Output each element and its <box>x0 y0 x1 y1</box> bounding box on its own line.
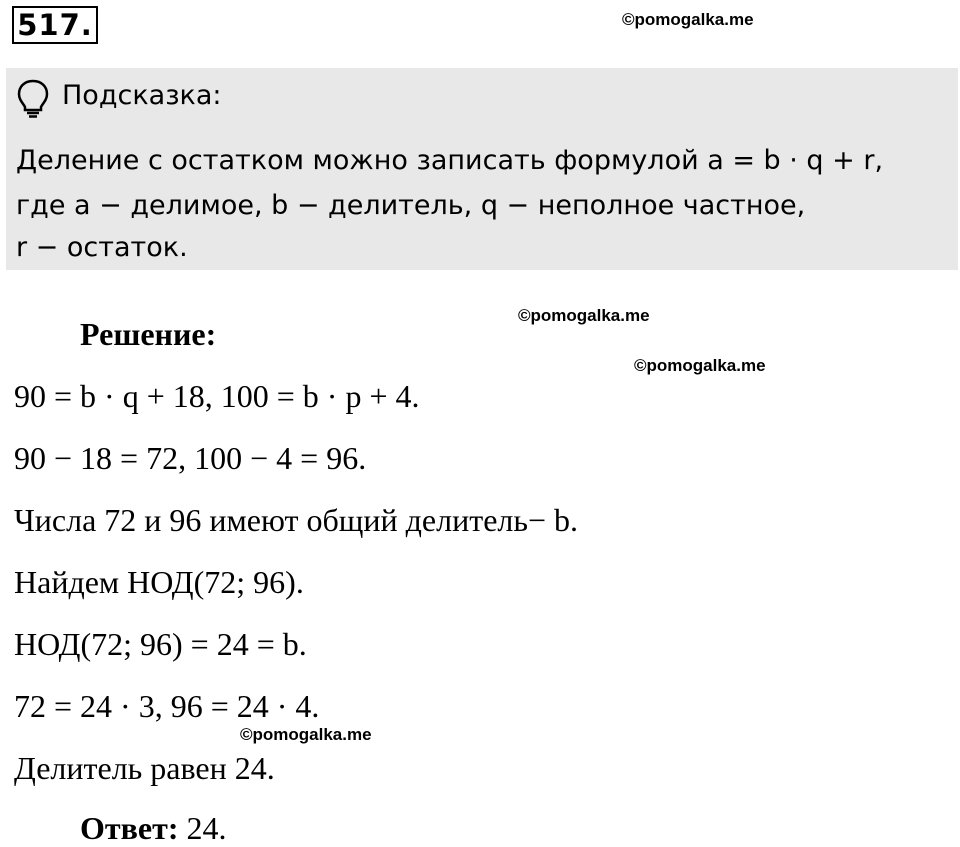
task-number: 517. <box>12 6 98 44</box>
answer-value: 24. <box>186 810 227 846</box>
hint-line <box>16 190 805 221</box>
solution-line: Делитель равен 24. <box>14 750 275 786</box>
hint-line <box>16 232 188 263</box>
hint-line-text: где a − делимое, b − делитель, q − неполное частное, <box>16 190 806 221</box>
hint-line-text: Деление с остатком можно записать формулой a = b · q + r, <box>16 145 884 176</box>
answer-label: Ответ: <box>80 810 179 846</box>
lightbulb-icon <box>16 78 50 118</box>
solution-line: 90 − 18 = 72, 100 − 4 = 96. <box>14 440 367 476</box>
solution-line: 90 = b · q + 18, 100 = b · p + 4. <box>14 378 420 414</box>
hint-line-text: r − остаток. <box>16 232 188 263</box>
watermark: ©pomogalka.me <box>240 725 372 744</box>
watermark: ©pomogalka.me <box>622 10 754 29</box>
hint-line <box>16 145 883 176</box>
watermark: ©pomogalka.me <box>634 356 766 375</box>
solution-title: Решение: <box>80 316 217 352</box>
solution-line: Найдем НОД(72; 96). <box>14 564 304 600</box>
solution-line: НОД(72; 96) = 24 = b. <box>14 626 307 662</box>
answer <box>80 810 226 847</box>
watermark: ©pomogalka.me <box>518 306 650 325</box>
solution-line: 72 = 24 · 3, 96 = 24 · 4. <box>14 688 320 724</box>
solution-line: Числа 72 и 96 имеют общий делитель− b. <box>14 502 579 538</box>
hint-title: Подсказка: <box>62 80 222 111</box>
